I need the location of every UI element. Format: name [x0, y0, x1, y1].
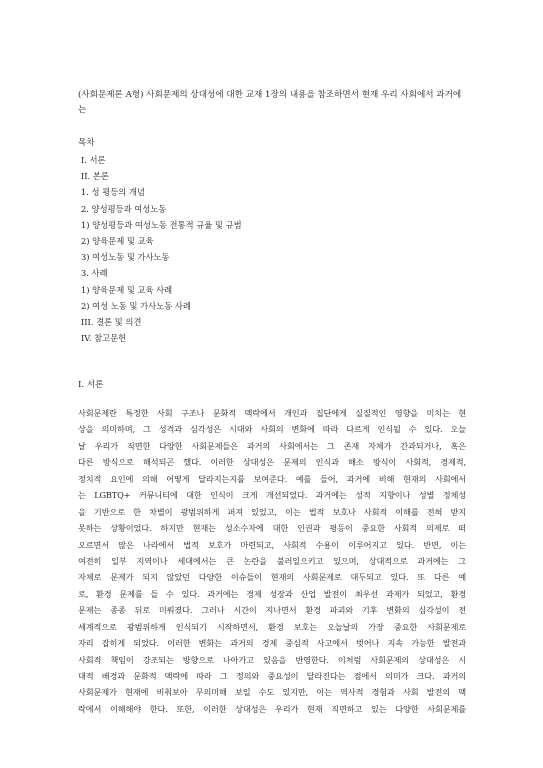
toc-item: IV. 참고문헌: [81, 333, 127, 344]
body-line: 다른 방식으로 해석되곤 했다. 이러한 상대성은 문제의 인식과 해소 방식이 사회적, 경제적,: [78, 457, 466, 468]
toc-heading: 목차: [78, 138, 95, 148]
body-line: 날 우리가 직면한 다양한 사회문제들은 과거의 사회에서는 그 존재 자체가 간과되거나, 혹은: [78, 440, 466, 451]
body-line: 사회문제가 현재에 비춰보아 무의미해 보일 수도 있지만, 이는 역사적 경험과 사회 발전의 맥: [78, 687, 466, 698]
body-line: 로, 환경 문제를 들 수 있다. 과거에는 경제 성장과 산업 발전이 최우선 과제가 되었고, 환경: [78, 588, 466, 599]
toc-item: 2) 여성 노동 및 가사노동 사례: [81, 300, 191, 311]
toc-item: 1. 성 평등의 개념: [81, 187, 145, 198]
body-line: 는 LGBTQ+ 커뮤니티에 대한 인식이 크게 개선되었다. 과거에는 성적 지향이나 성별 정체성: [78, 490, 466, 501]
body-line: 정치적 요인에 의해 어떻게 달라지는지를 보여준다. 예를 들어, 과거에 비해 현재의 사회에서: [78, 473, 466, 484]
toc-item: 1) 양육문제 및 교육 사례: [81, 284, 173, 295]
toc-item: 2. 양성평등과 여성노동: [81, 203, 167, 214]
body-line: 오르면서 많은 나라에서 법적 보호가 마련되고, 사회적 수용이 이루어지고 있다. 반면, 이는: [78, 539, 466, 550]
body-line: 자체로 문제가 되지 않았던 다양한 이슈들이 현재의 사회문제로 대두되고 있다. 또 다른 예: [78, 572, 466, 583]
toc-item: 3. 사례: [81, 268, 108, 279]
toc-item: 3) 여성노동 및 가사노동: [81, 252, 170, 263]
document-title: (사회문제론 A형) 사회문제의 상대성에 대한 교재 1장의 내용을 참조하면서 현재 우리 사회에서 과거에는: [78, 90, 462, 115]
toc-item: I. 서론: [81, 155, 106, 165]
table-of-contents: [81, 152, 242, 346]
body-line: 상을 의미하며, 그 성격과 심각성은 시대와 사회의 변화에 따라 다르게 인식될 수 있다. 오늘: [78, 424, 466, 435]
toc-item: II. 본론: [81, 171, 109, 182]
toc-item: III. 결론 및 의견: [81, 316, 142, 327]
toc-item: 1) 양성평등과 여성노동 전통적 규율 및 규범: [81, 219, 242, 230]
body-line: 자리 잡히게 되었다. 이러한 변화는 과거의 경제 중심적 사고에서 벗어나 지속 가능한 발전과: [78, 638, 466, 649]
body-line: 대적 배경과 문화적 맥락에 따라 그 정의와 중요성이 달라진다는 점에서 의미가 크다. 과거의: [78, 671, 466, 681]
body-text: [78, 405, 466, 717]
body-line: 못하는 상황이었다. 하지만 현재는 성소수자에 대한 인권과 평등이 중요한 사회적 의제로 떠: [78, 523, 466, 534]
body-line: 세계적으로 광범위하게 인식되기 시작하면서, 환경 보호는 오늘날의 가장 중요한 사회문제로: [78, 621, 466, 632]
body-line: 사회문제란 특정한 사회 구조나 문화적 맥락에서 개인과 집단에게 실질적인 영향을 미치는 현: [78, 408, 466, 418]
body-line: 사회적 책임이 강조되는 방향으로 나아가고 있음을 반영한다. 이처럼 사회문제의 상대성은 시: [78, 654, 466, 665]
body-line: 을 기반으로 한 차별이 광범위하게 퍼져 있었고, 이는 법적 보호나 사회적 이해를 전혀 받지: [78, 506, 466, 517]
body-line: 락에서 이해해야 한다. 또한, 이러한 상대성은 우리가 현재 직면하고 있는 다양한 사회문제를: [78, 703, 466, 714]
section-heading: I. 서론: [78, 380, 104, 390]
body-line: 문제는 종종 뒤로 미뤄졌다. 그러나 시간이 지나면서 환경 파괴와 기후 변화의 심각성이 전: [78, 605, 466, 616]
body-line: 여전히 일부 지역이나 세대에서는 큰 논란을 불러일으키고 있으며, 상대적으로 과거에는 그: [78, 555, 466, 566]
toc-item: 2) 양육문제 및 교육: [81, 235, 154, 246]
